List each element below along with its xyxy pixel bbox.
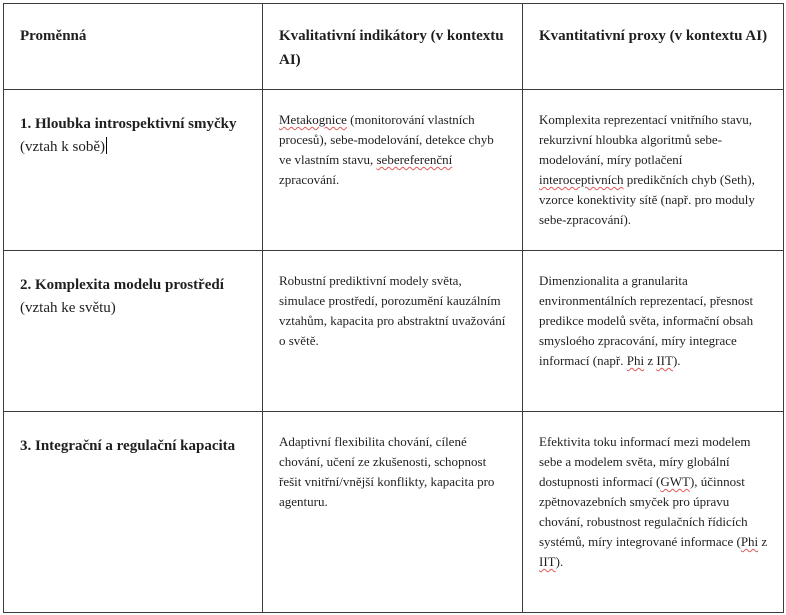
spellcheck-word[interactable]: Phi bbox=[740, 534, 759, 549]
variable-title: 1. Hloubka introspektivní smyčky bbox=[20, 116, 237, 132]
variable-cell[interactable] bbox=[4, 90, 263, 251]
quantitative-cell[interactable] bbox=[523, 90, 784, 251]
text-run: z bbox=[758, 534, 768, 549]
table-header-row bbox=[4, 4, 784, 90]
header-variable: Proměnná bbox=[20, 28, 87, 44]
table-row bbox=[4, 251, 784, 412]
variable-title: 2. Komplexita modelu prostředí bbox=[20, 277, 224, 293]
text-run: Efektivita toku informací mezi modelem sebe a modelem světa, míry globální dostupnosti informací ( bbox=[539, 434, 751, 489]
qualitative-text bbox=[279, 110, 508, 190]
spellcheck-word[interactable]: Phi bbox=[626, 353, 645, 368]
variable-note: (vztah k sobě) bbox=[20, 139, 105, 155]
text-run: ). bbox=[672, 353, 681, 368]
header-cell-qualitative[interactable] bbox=[263, 4, 523, 90]
text-run: (monitorování vlastních procesů), sebe-modelování, detekce chyb ve vlastním stavu, bbox=[279, 112, 494, 167]
quantitative-cell[interactable] bbox=[523, 412, 784, 613]
qualitative-cell[interactable] bbox=[263, 412, 523, 613]
text-run: Komplexita reprezentací vnitřního stavu, rekurzivní hloubka algoritmů sebe-modelování, míry potlačení bbox=[539, 112, 752, 167]
text-run: Adaptivní flexibilita chování, cílené chování, učení ze zkušenosti, schopnost řešit vnitřní/vnější konflikty, kapacita pro agenturu. bbox=[279, 434, 495, 509]
header-quantitative: Kvantitativní proxy (v kontextu AI) bbox=[539, 28, 768, 44]
variable-title: 3. Integrační a regulační kapacita bbox=[20, 438, 236, 454]
spellcheck-word[interactable]: sebereferenční bbox=[376, 152, 453, 167]
variable-cell[interactable] bbox=[4, 251, 263, 412]
spellcheck-word[interactable]: interoceptivních bbox=[539, 172, 624, 187]
spellcheck-word[interactable]: Metakognice bbox=[279, 112, 347, 127]
quantitative-text bbox=[539, 110, 769, 230]
spellcheck-word[interactable]: GWT bbox=[660, 474, 690, 489]
text-run: ), účinnost zpětnovazebních smyček pro úpravu chování, robustnost regulačních řídicích systémů, míry integrované informace ( bbox=[539, 474, 748, 549]
text-run: Dimenzionalita a granularita environmentálních reprezentací, přesnost predikce modelů světa, informační obsah smysloého zpracování, míry integrace informací (např. bbox=[539, 273, 754, 368]
qualitative-text bbox=[279, 271, 508, 351]
qualitative-cell[interactable] bbox=[263, 90, 523, 251]
text-run: zpracování. bbox=[279, 172, 340, 187]
text-run: z bbox=[644, 353, 657, 368]
header-qualitative: Kvalitativní indikátory (v kontextu AI) bbox=[279, 28, 504, 68]
text-cursor bbox=[106, 137, 107, 154]
spellcheck-word[interactable]: IIT bbox=[656, 353, 673, 368]
quantitative-text bbox=[539, 432, 769, 572]
text-run: Robustní prediktivní modely světa, simulace prostředí, porozumění kauzálním vztahům, kapacita pro abstraktní uvažování o světě. bbox=[279, 273, 506, 348]
variable-cell[interactable] bbox=[4, 412, 263, 613]
comparison-table bbox=[3, 3, 784, 613]
quantitative-cell[interactable] bbox=[523, 251, 784, 412]
header-cell-quantitative[interactable] bbox=[523, 4, 784, 90]
quantitative-text bbox=[539, 271, 769, 371]
text-run: predikčních chyb (Seth), vzorce konektivity sítě (např. pro moduly sebe-zpracování). bbox=[539, 172, 755, 227]
qualitative-text bbox=[279, 432, 508, 512]
table-row bbox=[4, 412, 784, 613]
table-row bbox=[4, 90, 784, 251]
header-cell-variable[interactable] bbox=[4, 4, 263, 90]
qualitative-cell[interactable] bbox=[263, 251, 523, 412]
text-run: ). bbox=[555, 554, 564, 569]
spellcheck-word[interactable]: IIT bbox=[539, 554, 556, 569]
variable-note: (vztah ke světu) bbox=[20, 300, 116, 316]
